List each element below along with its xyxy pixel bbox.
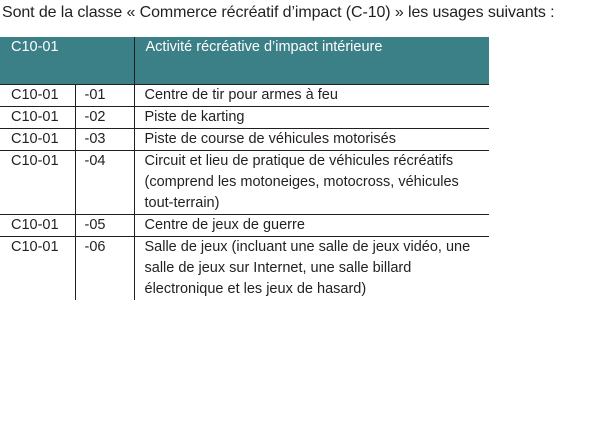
row-number-cell: -02 [75, 107, 134, 129]
row-code-cell: C10-01 [0, 237, 75, 301]
row-number-cell: -03 [75, 129, 134, 151]
table-row [0, 107, 489, 129]
row-description-cell: Piste de karting [134, 107, 489, 129]
row-description-cell: Salle de jeux (incluant une salle de jeux vidéo, une salle de jeux sur Internet, une salle billard électronique et les jeux de hasard) [134, 237, 489, 301]
row-code-cell: C10-01 [0, 129, 75, 151]
header-code-cell: C10-01 [0, 37, 134, 85]
row-number-cell: -04 [75, 151, 134, 215]
table-row [0, 129, 489, 151]
table-row [0, 151, 489, 215]
table-row [0, 215, 489, 237]
usages-table [0, 37, 489, 300]
row-code-cell: C10-01 [0, 151, 75, 215]
row-description-cell: Circuit et lieu de pratique de véhicules récréatifs (comprend les motoneiges, motocross, véhicules tout-terrain) [134, 151, 489, 215]
row-code-cell: C10-01 [0, 107, 75, 129]
row-description-cell: Centre de jeux de guerre [134, 215, 489, 237]
row-code-cell: C10-01 [0, 215, 75, 237]
intro-text: Sont de la classe « Commerce récréatif d’impact (C-10) » les usages suivants : [2, 4, 555, 21]
row-number-cell: -01 [75, 85, 134, 107]
row-description-cell: Centre de tir pour armes à feu [134, 85, 489, 107]
row-number-cell: -06 [75, 237, 134, 301]
table-header-row [0, 37, 489, 85]
table-row [0, 237, 489, 301]
row-number-cell: -05 [75, 215, 134, 237]
header-label-cell: Activité récréative d’impact intérieure [134, 37, 489, 85]
row-code-cell: C10-01 [0, 85, 75, 107]
table-row [0, 85, 489, 107]
row-description-cell: Piste de course de véhicules motorisés [134, 129, 489, 151]
